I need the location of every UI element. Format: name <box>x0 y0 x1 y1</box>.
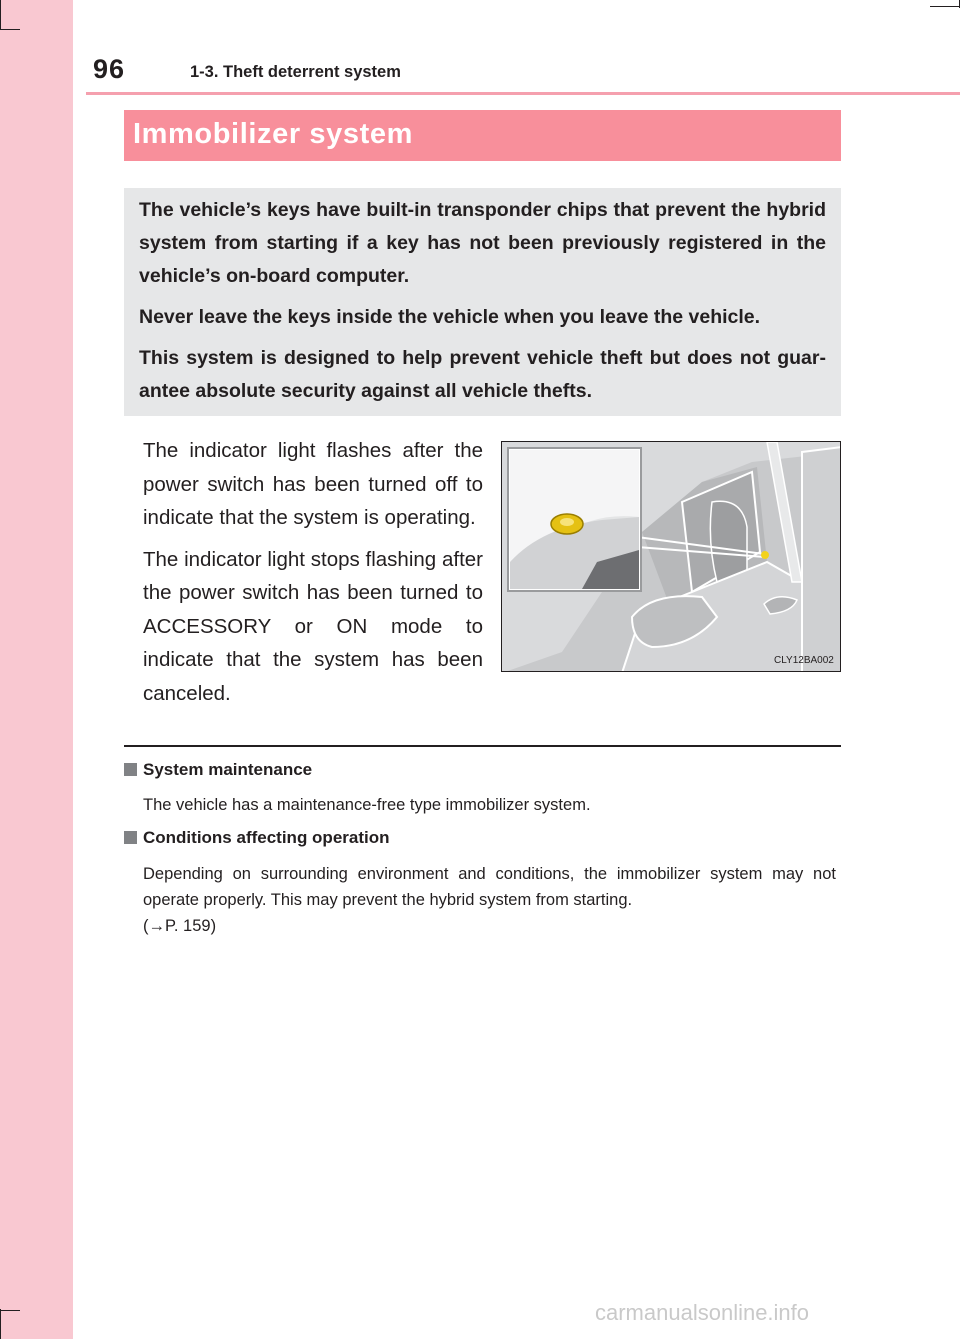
intro-box <box>124 188 841 416</box>
crop-mark <box>930 6 960 7</box>
indicator-light-icon <box>761 551 769 559</box>
crop-mark <box>0 0 1 30</box>
watermark: carmanualsonline.info <box>595 1300 810 1325</box>
header-rule <box>86 92 960 95</box>
crop-mark <box>0 1309 1 1339</box>
section-divider <box>124 745 841 747</box>
body-paragraph: The indicator light flashes after the power switch has been turned off to indicate that the system is operating. <box>143 439 483 529</box>
section-title: Immobilizer system <box>124 110 841 161</box>
intro-paragraph: The vehicle’s keys have built-in transponder chips that prevent the hybrid system from starting if a key has not been previously registered in the vehicle’s on-board computer. <box>139 199 826 287</box>
note-heading-label: System maintenance <box>143 760 313 779</box>
note-text: The vehicle has a maintenance-free type immobilizer system. <box>143 796 591 814</box>
square-bullet-icon <box>124 763 137 776</box>
breadcrumb: 1-3. Theft deterrent system <box>190 63 401 81</box>
square-bullet-icon <box>124 831 137 844</box>
note-heading <box>124 760 312 780</box>
body-paragraph: The indicator light stops flashing after the power switch has been turned to ACCESSORY or ON mode to indicate that the system has been canceled. <box>143 547 483 705</box>
indicator-light-illustration <box>501 441 841 672</box>
note-heading-label: Conditions affecting operation <box>143 828 390 847</box>
note-text: Depending on surrounding environment and conditions, the immobilizer system may not operate properly. This may prevent the hybrid system from starting. <box>143 865 836 909</box>
page-reference[interactable]: (→P. 159) <box>143 917 217 935</box>
note-heading <box>124 828 390 848</box>
crop-mark <box>0 1310 20 1311</box>
crop-mark <box>0 29 20 30</box>
figure-code: CLY12BA002 <box>774 655 834 666</box>
body-text <box>143 434 483 718</box>
car-interior-drawing <box>502 442 841 672</box>
side-tab <box>0 0 73 1339</box>
page-number: 96 <box>93 54 126 84</box>
intro-paragraph: Never leave the keys inside the vehicle when you leave the vehicle. <box>139 306 761 328</box>
intro-paragraph: This system is designed to help prevent vehicle theft but does not guar-antee absolute security against all vehicle thefts. <box>139 347 826 402</box>
